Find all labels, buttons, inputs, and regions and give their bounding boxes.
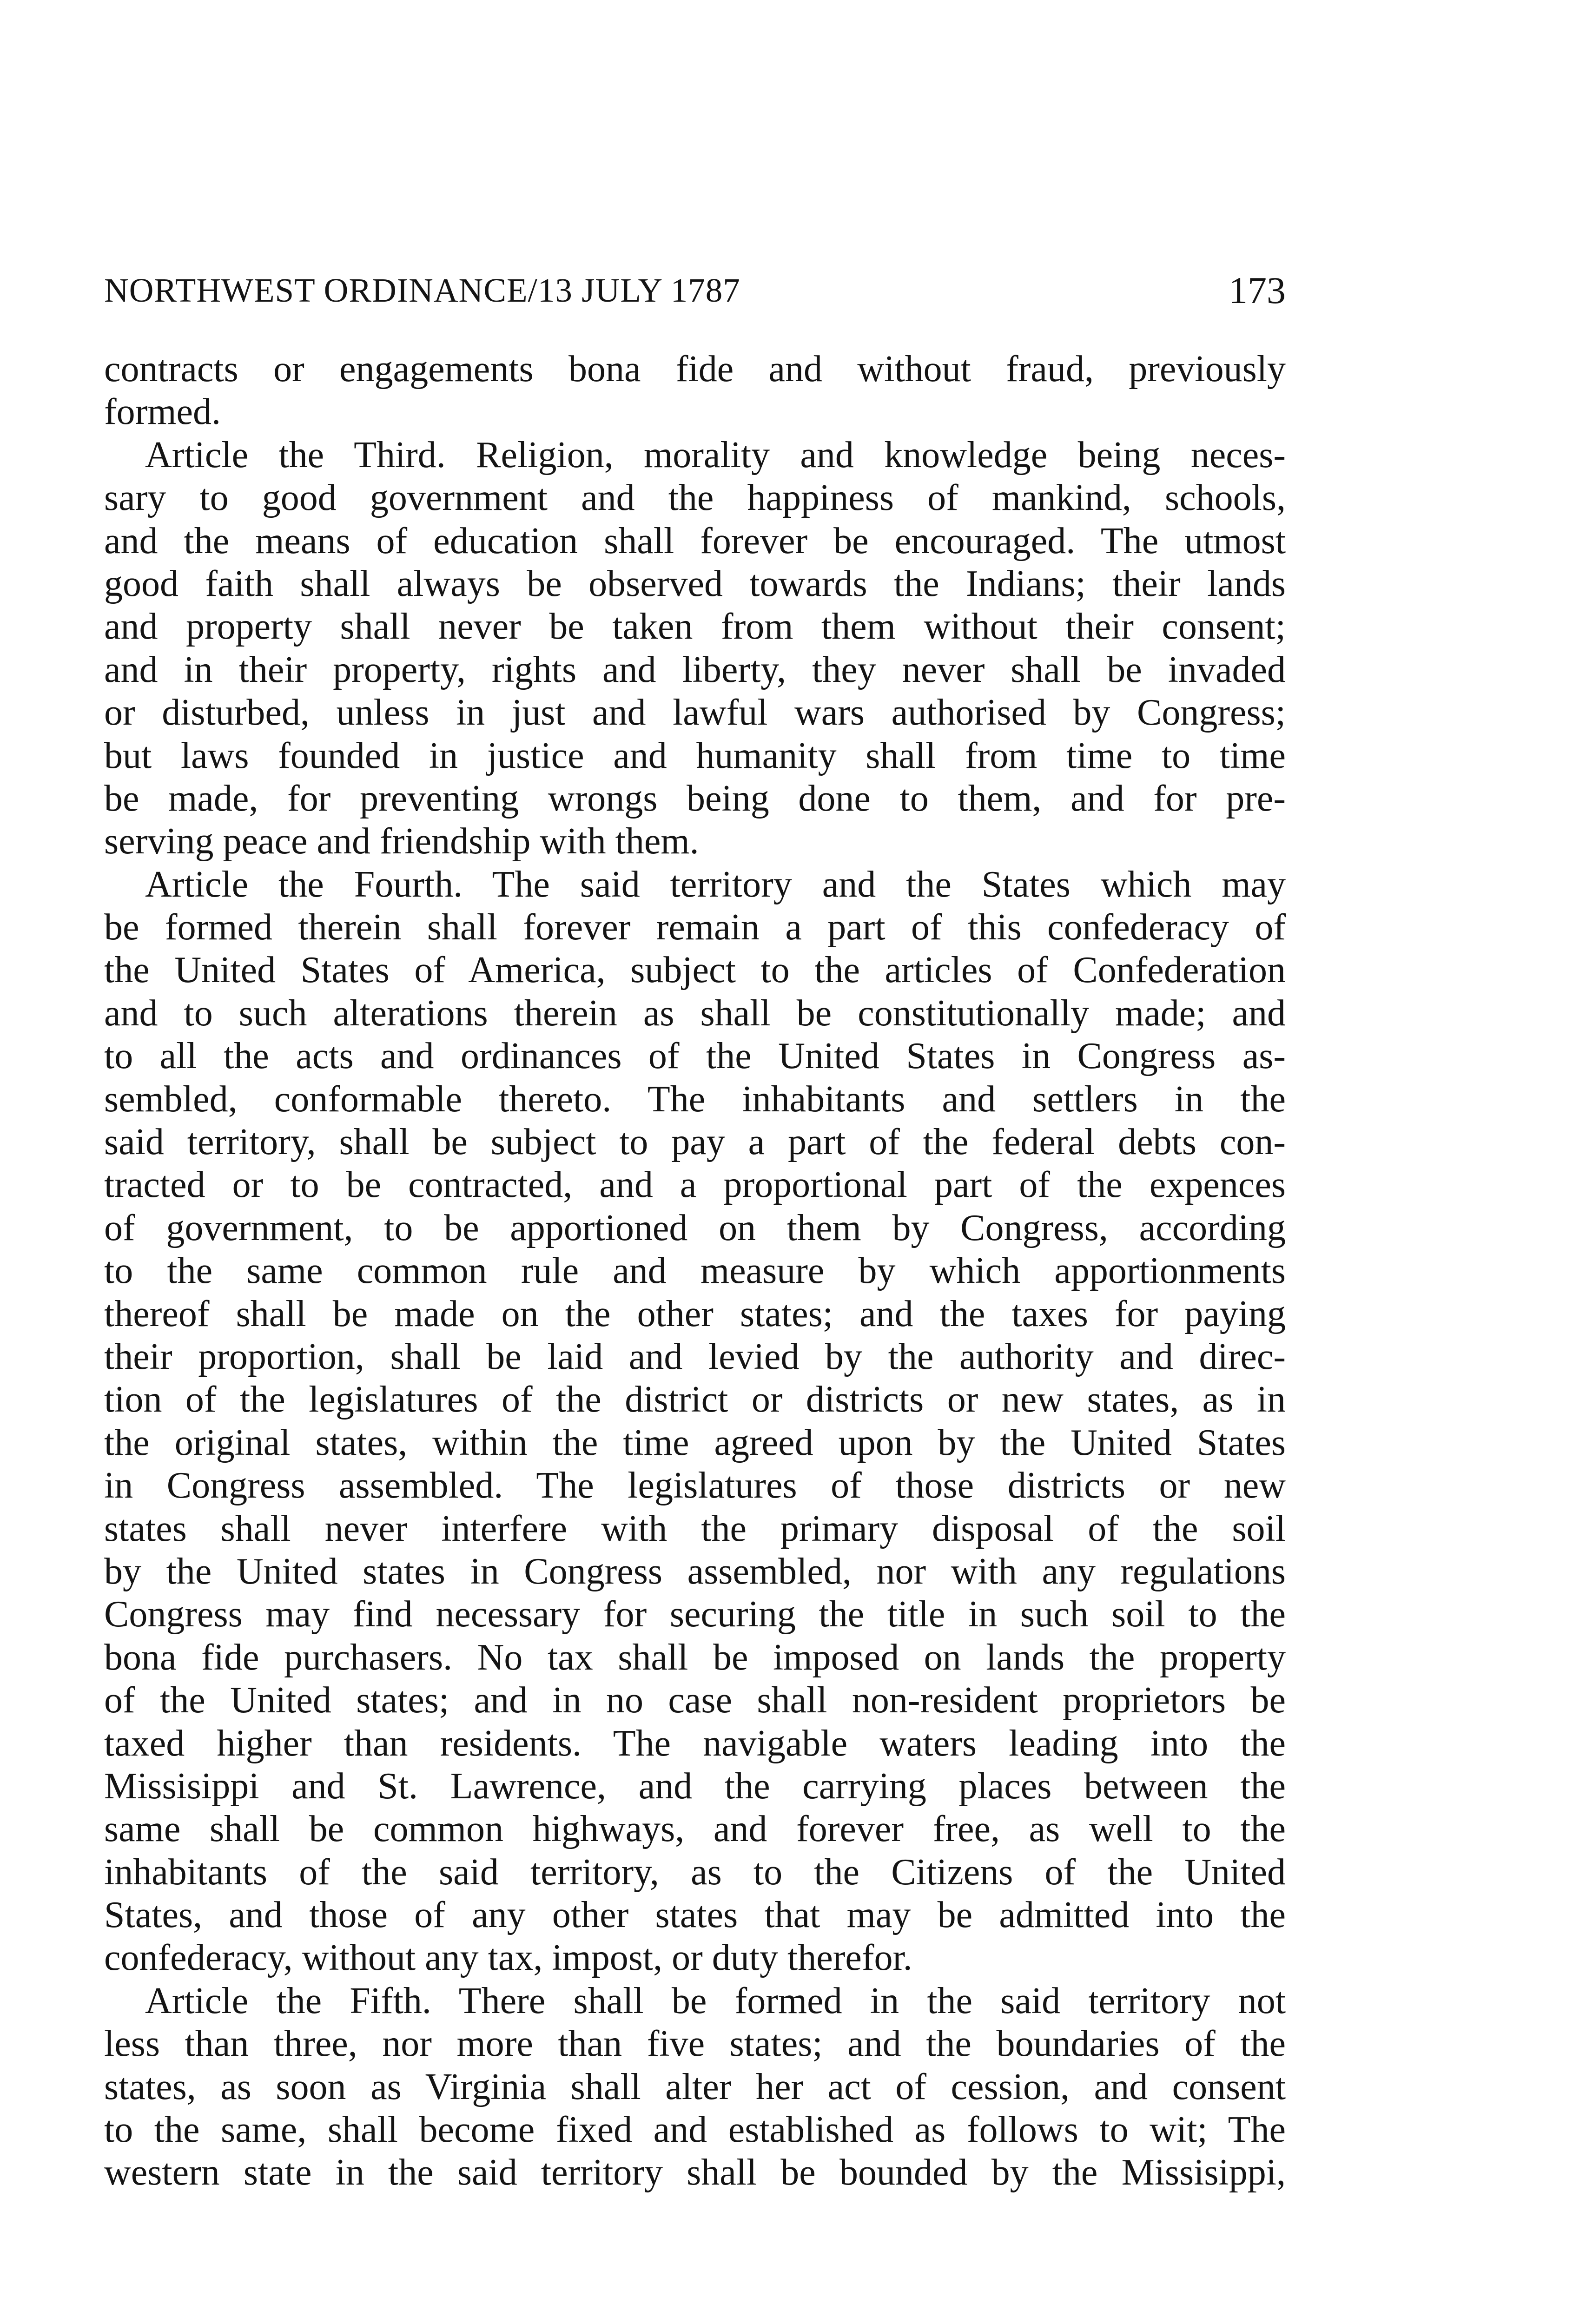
text-line: of government, to be apportioned on them by Congress, according	[104, 1207, 1286, 1248]
text-line: but laws founded in justice and humanity shall from time to time	[104, 735, 1286, 776]
text-line: of the United states; and in no case shall non-resident proprietors be	[104, 1680, 1286, 1721]
article-fourth-first-line: Article the Fourth. The said territory and the States which may	[145, 864, 1286, 905]
text-line: be formed therein shall forever remain a part of this confederacy of	[104, 907, 1286, 948]
text-line: serving peace and friendship with them.	[104, 821, 699, 862]
article-third-first-line: Article the Third. Religion, morality and knowledge being neces-	[145, 434, 1286, 475]
text-line: and in their property, rights and liberty, they never shall be invaded	[104, 649, 1286, 690]
text-line: the original states, within the time agreed upon by the United States	[104, 1422, 1286, 1463]
text-line: inhabitants of the said territory, as to the Citizens of the United	[104, 1851, 1286, 1893]
article-fifth-first-line: Article the Fifth. There shall be formed in the said territory not	[145, 1980, 1286, 2021]
text-line: and to such alterations therein as shall be constitutionally made; and	[104, 992, 1286, 1034]
text-line: to the same common rule and measure by which apportionments	[104, 1250, 1286, 1292]
text-line: states, as soon as Virginia shall alter her act of cession, and consent	[104, 2066, 1286, 2107]
text-line: or disturbed, unless in just and lawful wars authorised by Congress;	[104, 692, 1286, 733]
text-line: to the same, shall become fixed and established as follows to wit; The	[104, 2109, 1286, 2151]
text-line: bona fide purchasers. No tax shall be imposed on lands the property	[104, 1637, 1286, 1678]
text-line: less than three, nor more than five states; and the boundaries of the	[104, 2023, 1286, 2065]
text-line: their proportion, shall be laid and levied by the authority and direc-	[104, 1336, 1286, 1377]
text-line: sembled, conformable thereto. The inhabitants and settlers in the	[104, 1078, 1286, 1120]
body-text	[104, 348, 1286, 2194]
text-line: by the United states in Congress assembled, nor with any regulations	[104, 1551, 1286, 1592]
page-number: 173	[1229, 269, 1286, 311]
running-header	[104, 265, 1286, 316]
text-line: confederacy, without any tax, impost, or duty therefor.	[104, 1937, 912, 1979]
text-line: in Congress assembled. The legislatures of those districts or new	[104, 1465, 1286, 1506]
text-line: to all the acts and ordinances of the United States in Congress as-	[104, 1036, 1286, 1077]
text-line: the United States of America, subject to the articles of Confederation	[104, 950, 1286, 991]
text-line: tracted or to be contracted, and a proportional part of the expences	[104, 1164, 1286, 1206]
text-line: Missisippi and St. Lawrence, and the carrying places between the	[104, 1765, 1286, 1807]
text-line: same shall be common highways, and forever free, as well to the	[104, 1809, 1286, 1850]
text-line: said territory, shall be subject to pay a part of the federal debts con-	[104, 1122, 1286, 1163]
text-line: states shall never interfere with the primary disposal of the soil	[104, 1508, 1286, 1549]
text-line: good faith shall always be observed towards the Indians; their lands	[104, 563, 1286, 604]
text-line: and the means of education shall forever be encouraged. The utmost	[104, 520, 1286, 561]
text-line: be made, for preventing wrongs being done to them, and for pre-	[104, 778, 1286, 819]
text-line: Congress may find necessary for securing the title in such soil to the	[104, 1594, 1286, 1635]
running-title: NORTHWEST ORDINANCE/13 JULY 1787	[104, 271, 740, 309]
text-line: thereof shall be made on the other states; and the taxes for paying	[104, 1293, 1286, 1334]
text-line: taxed higher than residents. The navigable waters leading into the	[104, 1723, 1286, 1764]
text-line: and property shall never be taken from them without their consent;	[104, 606, 1286, 647]
text-line: contracts or engagements bona fide and without fraud, previously	[104, 349, 1286, 390]
text-line: States, and those of any other states that may be admitted into the	[104, 1895, 1286, 1936]
text-line: formed.	[104, 391, 221, 433]
text-line: tion of the legislatures of the district or districts or new states, as in	[104, 1379, 1286, 1420]
text-line: sary to good government and the happiness of mankind, schools,	[104, 477, 1286, 519]
text-line: western state in the said territory shall be bounded by the Missisippi,	[104, 2152, 1286, 2193]
